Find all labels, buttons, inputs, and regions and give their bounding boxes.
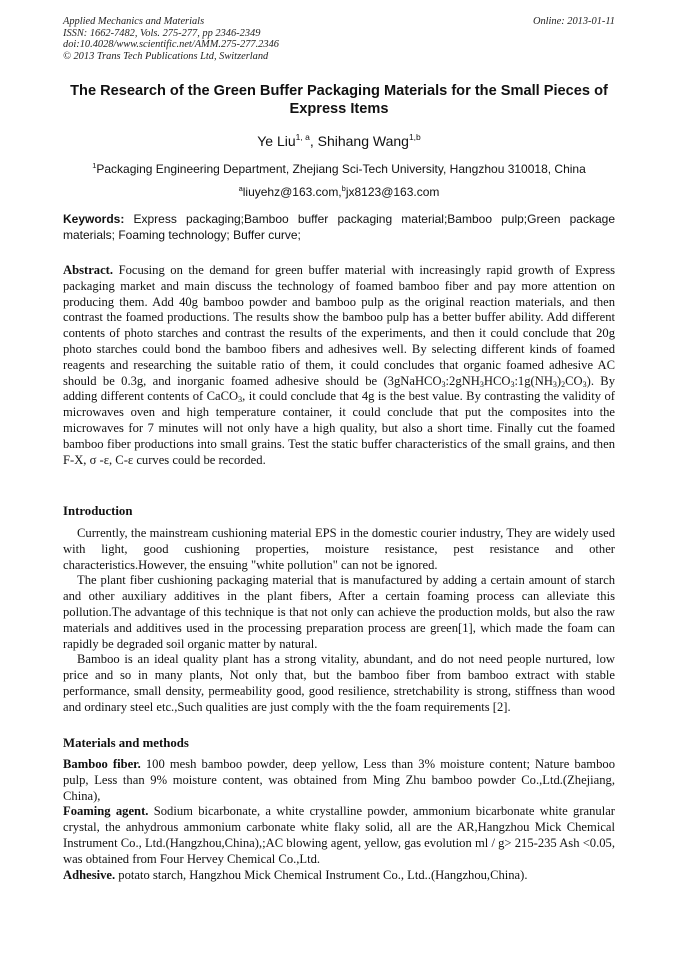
foaming-agent-text: Sodium bicarbonate, a white crystalline powder, ammonium bicarbonate white granular crystal, the anhydrous ammonium carbonate white flaky solid, all are the AR,Hangzhou Mick Chemical Instrument Co., Ltd.(Hangzhou,China),;AC blowing agent, yellow, gas evolution ml / g> 215-235 Ash <0.05, was obtained from Four Hervey Chemical Co.,Ltd. (63, 804, 615, 866)
adhesive-paragraph (63, 868, 615, 884)
paper-title: The Research of the Green Buffer Packaging Materials for the Small Pieces of Express Items (70, 83, 608, 117)
author-separator: , (309, 133, 318, 149)
email-a[interactable]: liuyehz@163.com, (242, 185, 342, 199)
keywords-text: Express packaging;Bamboo buffer packaging material;Bamboo pulp;Green package materials; Foaming technology; Buffer curve; (63, 212, 615, 242)
email-a-mark: a (238, 184, 243, 193)
affiliation-line (0, 156, 678, 179)
abstract-text: HCO (483, 373, 511, 388)
adhesive-label: Adhesive. (63, 867, 116, 882)
doi-line: doi:10.4028/www.scientific.net/AMM.275-277.2346 (63, 39, 279, 50)
author-2-affiliation-mark: 1,b (408, 132, 421, 142)
foaming-agent-label: Foaming agent. (63, 804, 149, 819)
abstract (63, 263, 615, 468)
journal-name: Applied Mechanics and Materials (63, 16, 205, 27)
abstract-text: , it could conclude that 4g is the best value. By contrasting the validity of microwaves oven and high temperature container, it could conclude that put the composites into the microwaves for 7 minutes will not only have a high quality, but also a short time. Finally cut the foamed bamboo fiber productions into small grains. Test the static buffer characteristics of the small grains, and then F-X, σ -ε, C-ε curves could be recorded. (63, 389, 615, 467)
author-1-affiliation-mark: 1, a (295, 132, 310, 142)
introduction-paragraph-2: The plant fiber cushioning packaging material that is manufactured by adding a certain amount of starch and other auxiliary additives in the plant fibers, After a certain foaming process can alleviate this pollution.The advantage of this technique is that not only can achieve the production molds, but also the raw materials and additives used in the processing preparation process are green[1], which made the foam can rapidly be degraded soil organic matter by natural. (63, 573, 615, 651)
affiliation-mark: 1 (92, 161, 97, 170)
subscript: 3 (238, 395, 243, 405)
abstract-text: Focusing on the demand for green buffer material with increasingly rapid growth of Express packaging market and main discuss the technology of foamed bamboo fiber and pay more attention on producing them. Add 40g bamboo powder and bamboo pulp as the original reaction materials, and then contrast the foamed productions. The results show the bamboo pulp has a better buffer ability. Add different contents of photo starches and contrast the results of the experiments, and then it could conclude that 20g photo starches could bond the bamboo fibers and adhesives well. By selecting different kinds of foamed reagents and researching the suitable ratio of them, it could concludes that organic foamed adhesive AC should be 0.3g, and inorganic foamed adhesive should be (3gNaHCO (63, 263, 615, 388)
abstract-text: :1g(NH (514, 373, 553, 388)
bamboo-fiber-text: 100 mesh bamboo powder, deep yellow, Less than 3% moisture content; Nature bamboo pulp, Less than 9% moisture content, was obtained from Ming Zhu bamboo powder Co.,Ltd.(Zhejiang, China), (63, 757, 615, 803)
author-2: Shihang Wang (317, 133, 409, 149)
online-date: Online: 2013-01-11 (532, 16, 615, 27)
subscript: 2 (561, 379, 566, 389)
affiliation-text: Packaging Engineering Department, Zhejiang Sci-Tech University, Hangzhou 310018, China (96, 162, 586, 176)
subscript: 3 (582, 379, 587, 389)
introduction-paragraph-3: Bamboo is an ideal quality plant has a strong vitality, abundant, and do not need people nurtured, low price and so in many plants, Not only that, but the bamboo fiber from bamboo extract with stable performance, small density, permeability good, good resilience, stretchability is strong, stiffness than wood and ordinary steel etc.,Such qualities are just comply with the the foam requirements [2]. (63, 652, 615, 714)
abstract-text: ) (556, 373, 562, 388)
introduction-body (63, 526, 615, 716)
introduction-heading: Introduction (63, 504, 133, 518)
materials-heading: Materials and methods (63, 736, 189, 750)
author-line (0, 128, 678, 150)
author-1: Ye Liu (257, 133, 296, 149)
email-line (0, 179, 678, 202)
abstract-text: :2gNH (445, 373, 480, 388)
abstract-paragraph (63, 263, 615, 468)
copyright-line: © 2013 Trans Tech Publications Ltd, Switzerland (63, 50, 269, 62)
affiliation-block (0, 156, 678, 202)
abstract-text: CO (565, 373, 583, 388)
email-b[interactable]: jx8123@163.com (345, 185, 440, 199)
subscript: 3 (552, 379, 557, 389)
subscript: 3 (510, 379, 515, 389)
introduction-paragraph-1: Currently, the mainstream cushioning material EPS in the domestic courier industry, They are widely used with light, good cushioning properties, moisture resistance, pest resistance and other characteristics.However, the ensuing "white pollution" can not be ignored. (63, 526, 615, 572)
subscript: 3 (479, 379, 484, 389)
bamboo-fiber-label: Bamboo fiber. (63, 757, 141, 771)
bamboo-fiber-paragraph (63, 757, 615, 804)
foaming-agent-paragraph (63, 804, 615, 867)
issn-line: ISSN: 1662-7482, Vols. 275-277, pp 2346-2349 (63, 27, 261, 39)
keywords (63, 212, 615, 243)
abstract-label: Abstract. (63, 263, 114, 277)
email-b-mark: b (341, 184, 346, 193)
subscript: 3 (441, 379, 446, 389)
journal-header (63, 16, 615, 62)
abstract-text: ). By adding different contents of CaCO (63, 373, 615, 404)
materials-body (63, 757, 615, 883)
keywords-label: Keywords: (63, 212, 125, 226)
adhesive-text: potato starch, Hangzhou Mick Chemical Instrument Co., Ltd..(Hangzhou,China). (115, 867, 528, 882)
